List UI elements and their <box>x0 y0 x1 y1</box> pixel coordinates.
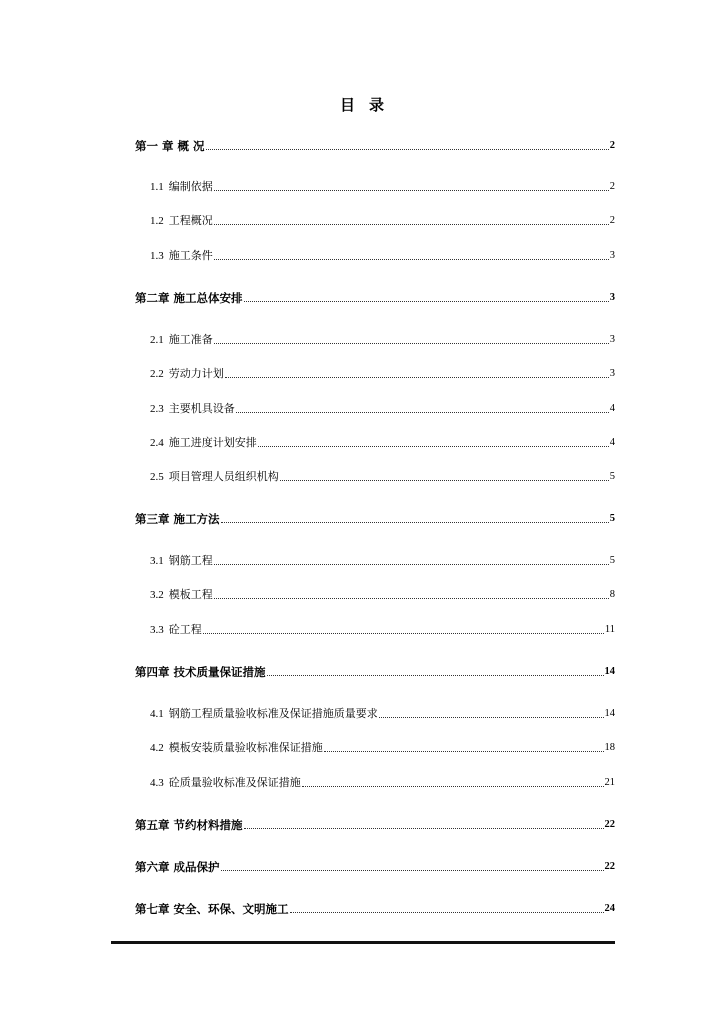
toc-section-label: 主要机具设备 <box>168 402 235 415</box>
dot-leader <box>214 564 609 565</box>
toc-chapter-3[interactable] <box>135 512 615 526</box>
dot-leader <box>214 224 609 225</box>
toc-section-label: 劳动力计划 <box>168 367 224 380</box>
toc-section-number: 1.3 <box>150 250 164 262</box>
toc-section-number: 2.4 <box>150 437 164 449</box>
toc-section-number: 1.2 <box>150 215 164 227</box>
dot-leader <box>206 149 609 150</box>
dot-leader <box>214 259 609 260</box>
toc-section-label: 编制依据 <box>168 180 213 193</box>
toc-section-number: 4.2 <box>150 742 164 754</box>
toc-page-number: 5 <box>609 471 615 482</box>
toc-section-label: 砼工程 <box>168 623 202 636</box>
toc-chapter-label: 第三章 施工方法 <box>135 512 220 526</box>
toc-page-number: 3 <box>609 334 615 345</box>
toc-chapter-label: 第六章 成品保护 <box>135 860 220 874</box>
toc-section-label: 工程概况 <box>168 214 213 227</box>
toc-section-3-2[interactable] <box>150 588 615 602</box>
toc-page-number: 3 <box>609 292 615 303</box>
toc-page-number: 18 <box>604 742 615 753</box>
toc-chapter-label: 第二章 施工总体安排 <box>135 291 243 305</box>
dot-leader <box>236 412 609 413</box>
dot-leader <box>324 751 604 752</box>
toc-page-number: 2 <box>609 140 615 151</box>
toc-section-label: 施工条件 <box>168 249 213 262</box>
dot-leader <box>244 301 609 302</box>
toc-section-label: 钢筋工程 <box>168 554 213 567</box>
toc-section-number: 1.1 <box>150 181 164 193</box>
dot-leader <box>280 480 609 481</box>
toc-page-number: 4 <box>609 437 615 448</box>
toc-section-number: 3.3 <box>150 624 164 636</box>
toc-chapter-label: 第七章 安全、环保、文明施工 <box>135 902 289 916</box>
dot-leader <box>302 786 604 787</box>
toc-section-2-4[interactable] <box>150 436 615 450</box>
toc-section-2-1[interactable] <box>150 333 615 347</box>
dot-leader <box>244 828 604 829</box>
toc-section-label: 模板安装质量验收标准保证措施 <box>168 741 323 754</box>
toc-section-number: 2.2 <box>150 368 164 380</box>
toc-section-label: 施工准备 <box>168 333 213 346</box>
dot-leader <box>221 522 609 523</box>
toc-section-number: 4.3 <box>150 777 164 789</box>
toc-section-3-3[interactable] <box>150 623 615 637</box>
toc-page-number: 14 <box>604 708 615 719</box>
toc-page-number: 22 <box>604 861 615 872</box>
toc-chapter-label: 第一 章 概 况 <box>135 139 205 153</box>
toc-page-number: 3 <box>609 368 615 379</box>
dot-leader <box>290 912 604 913</box>
toc-section-1-2[interactable] <box>150 214 615 228</box>
toc-chapter-6[interactable] <box>135 860 615 874</box>
toc-section-3-1[interactable] <box>150 554 615 568</box>
dot-leader <box>221 870 604 871</box>
toc-section-4-2[interactable] <box>150 741 615 755</box>
toc-section-4-3[interactable] <box>150 776 615 790</box>
toc-page-number: 8 <box>609 589 615 600</box>
toc-section-label: 项目管理人员组织机构 <box>168 470 279 483</box>
toc-title-char-2: 录 <box>369 96 385 114</box>
toc-section-label: 模板工程 <box>168 588 213 601</box>
footer-rule <box>111 941 615 944</box>
toc-section-number: 3.1 <box>150 555 164 567</box>
dot-leader <box>214 343 609 344</box>
toc-section-label: 施工进度计划安排 <box>168 436 257 449</box>
toc-chapter-4[interactable] <box>135 665 615 679</box>
toc-page-number: 2 <box>609 215 615 226</box>
toc-section-label: 钢筋工程质量验收标准及保证措施质量要求 <box>168 707 378 720</box>
toc-page-number: 4 <box>609 403 615 414</box>
toc-chapter-5[interactable] <box>135 818 615 832</box>
toc-section-label: 砼质量验收标准及保证措施 <box>168 776 301 789</box>
toc-page-number: 11 <box>604 624 615 635</box>
toc-page-number: 22 <box>604 819 615 830</box>
toc-section-4-1[interactable] <box>150 707 615 721</box>
toc-title <box>0 94 724 115</box>
toc-page-number: 14 <box>604 666 615 677</box>
toc-section-number: 4.1 <box>150 708 164 720</box>
dot-leader <box>379 717 604 718</box>
toc-section-2-2[interactable] <box>150 367 615 381</box>
toc-section-2-5[interactable] <box>150 470 615 484</box>
dot-leader <box>258 446 609 447</box>
toc-section-2-3[interactable] <box>150 402 615 416</box>
toc-section-1-3[interactable] <box>150 249 615 263</box>
toc-chapter-1[interactable] <box>135 139 615 153</box>
toc-page-number: 24 <box>604 903 615 914</box>
toc-chapter-label: 第五章 节约材料措施 <box>135 818 243 832</box>
dot-leader <box>214 190 609 191</box>
toc-chapter-7[interactable] <box>135 902 615 916</box>
toc-section-number: 3.2 <box>150 589 164 601</box>
toc-section-number: 2.1 <box>150 334 164 346</box>
toc-section-number: 2.5 <box>150 471 164 483</box>
toc-page-number: 3 <box>609 250 615 261</box>
dot-leader <box>214 598 609 599</box>
toc-title-char-1: 目 <box>339 96 355 114</box>
toc-section-1-1[interactable] <box>150 180 615 194</box>
toc-page-number: 21 <box>604 777 615 788</box>
toc-page-number: 5 <box>609 555 615 566</box>
toc-page-number: 5 <box>609 513 615 524</box>
dot-leader <box>203 633 604 634</box>
dot-leader <box>225 377 609 378</box>
toc-section-number: 2.3 <box>150 403 164 415</box>
toc-chapter-label: 第四章 技术质量保证措施 <box>135 665 266 679</box>
dot-leader <box>267 675 604 676</box>
toc-chapter-2[interactable] <box>135 291 615 305</box>
toc-page-number: 2 <box>609 181 615 192</box>
